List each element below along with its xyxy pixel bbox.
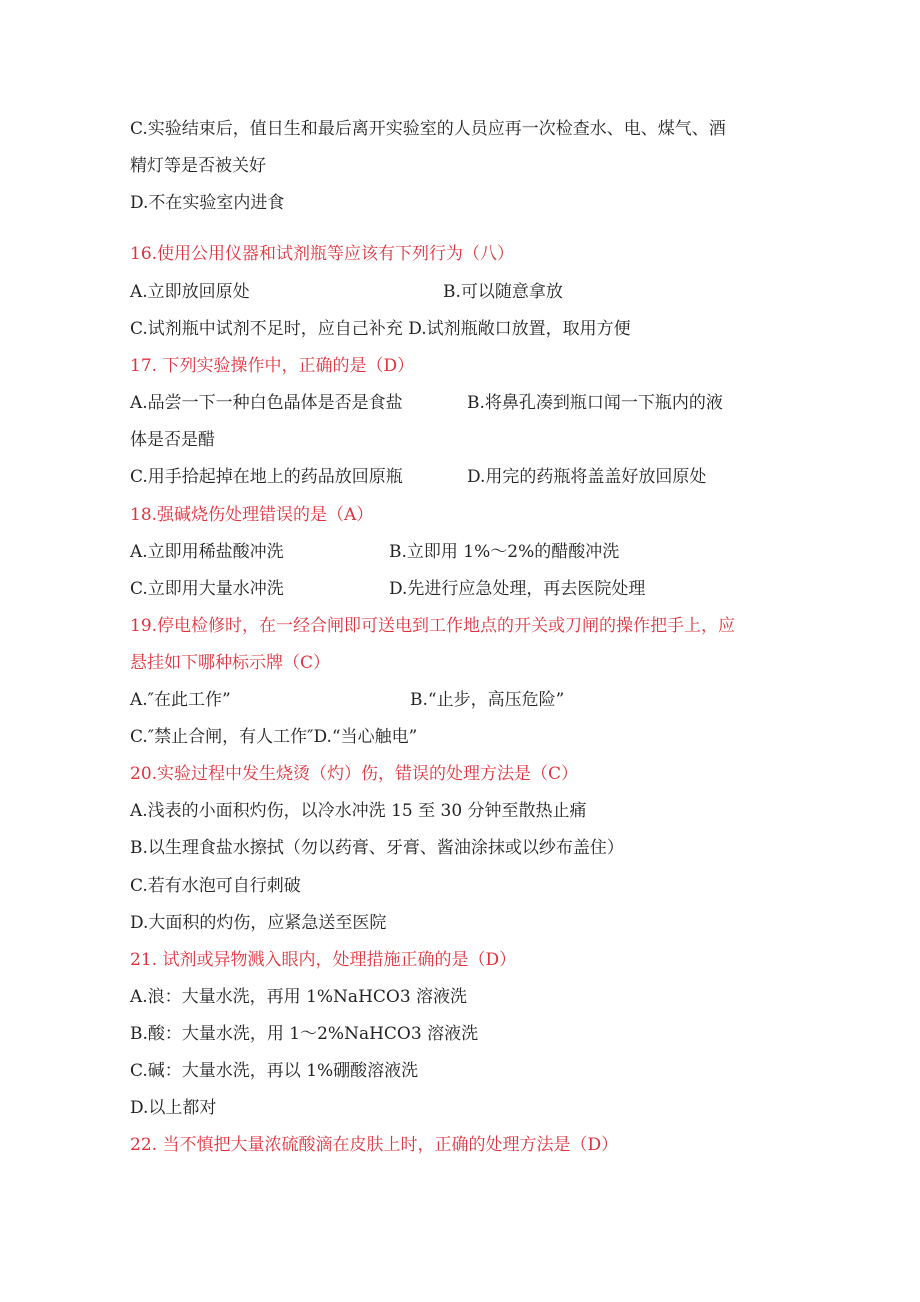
q19-options-cd: C.″禁止合闸，有人工作″D.“当心触电” (130, 727, 418, 747)
question-22: 22. 当不慎把大量浓硫酸滴在皮肤上时，正确的处理方法是（D） (130, 1135, 619, 1155)
q18-option-d: D.先进行应急处理，再去医院处理 (389, 579, 646, 599)
q19-option-a: A.″在此工作” (130, 690, 231, 710)
q18-option-a: A.立即用稀盐酸冲洗 (130, 542, 284, 562)
q20-option-c: C.若有水泡可自行刺破 (130, 876, 301, 896)
q21-option-b: B.酸：大量水洗，用 1～2%NaHCO3 溶液洗 (130, 1024, 479, 1044)
question-19-line-2: 悬挂如下哪种标示牌（C） (130, 653, 331, 673)
q17-option-c: C.用手拾起掉在地上的药品放回原瓶 (130, 467, 403, 487)
q20-option-b: B.以生理食盐水擦拭（勿以药膏、牙膏、酱油涂抹或以纱布盖住） (130, 838, 624, 858)
q18-option-c: C.立即用大量水冲洗 (130, 579, 284, 599)
q20-option-d: D.大面积的灼伤，应紧急送至医院 (130, 913, 387, 933)
q19-option-b: B.“止步，高压危险” (410, 690, 565, 710)
q16-option-b: B.可以随意拿放 (443, 282, 563, 302)
question-21: 21. 试剂或异物溅入眼内，处理措施正确的是（D） (130, 950, 517, 970)
q17-option-d: D.用完的药瓶将盖盖好放回原处 (467, 467, 707, 487)
q20-option-a: A.浅表的小面积灼伤，以冷水冲洗 15 至 30 分钟至散热止痛 (130, 801, 587, 821)
option-d-line: D.不在实验室内进食 (130, 193, 285, 213)
question-20: 20.实验过程中发生烧烫（灼）伤，错误的处理方法是（C） (130, 764, 579, 784)
question-17: 17. 下列实验操作中，正确的是（D） (130, 356, 415, 376)
q16-option-a: A.立即放回原处 (130, 282, 250, 302)
q17-option-a: A.品尝一下一种白色晶体是否是食盐 (130, 393, 403, 413)
q16-options-cd: C.试剂瓶中试剂不足时，应自己补充 D.试剂瓶敞口放置，取用方便 (130, 319, 631, 339)
q17-option-b-cont: 体是否是醋 (130, 430, 215, 450)
question-19-line-1: 19.停电检修时，在一经合闸即可送电到工作地点的开关或刀闸的操作把手上，应 (130, 616, 736, 636)
q17-option-b: B.将鼻孔凑到瓶口闻一下瓶内的液 (467, 393, 723, 413)
option-c-line-1: C.实验结束后，值日生和最后离开实验室的人员应再一次检查水、电、煤气、酒 (130, 119, 726, 139)
question-18: 18.强碱烧伤处理错误的是（A） (130, 505, 374, 525)
q21-option-c: C.碱：大量水洗，再以 1%硼酸溶液洗 (130, 1061, 419, 1081)
q18-option-b: B.立即用 1%～2%的醋酸冲洗 (389, 542, 620, 562)
q21-option-d: D.以上都对 (130, 1098, 217, 1118)
question-16: 16.使用公用仪器和试剂瓶等应该有下列行为（八） (130, 244, 515, 264)
q21-option-a: A.浪：大量水洗，再用 1%NaHCO3 溶液洗 (130, 987, 468, 1007)
option-c-line-2: 精灯等是否被关好 (130, 156, 266, 176)
